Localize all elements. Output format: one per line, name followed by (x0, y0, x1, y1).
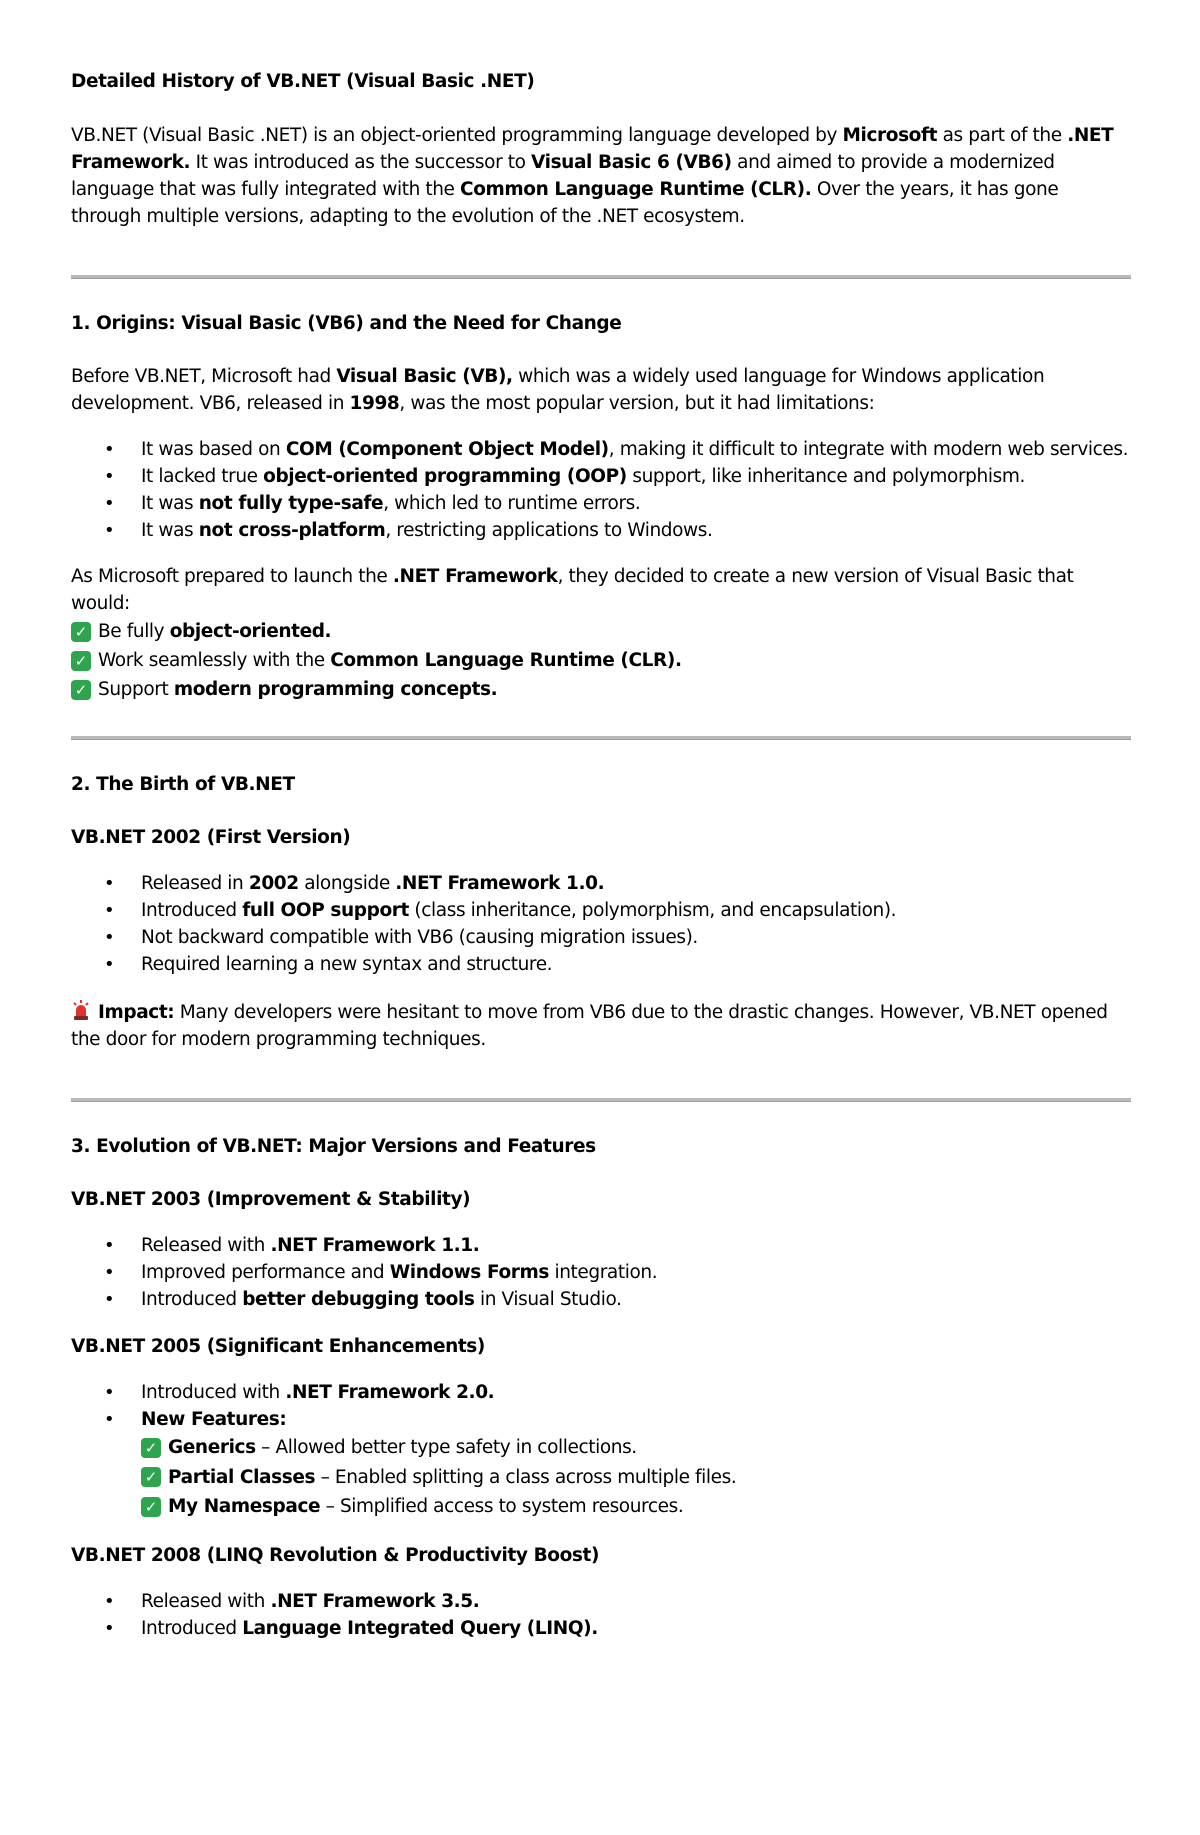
goals-checklist (71, 617, 1131, 704)
vb6-limitations-list (71, 436, 1131, 544)
list-item: • It was not cross-platform, restricting applications to Windows. (71, 517, 1131, 544)
checklist-item: ✓ My Namespace – Simplified access to system resources. (141, 1492, 1131, 1522)
intro-paragraph: VB.NET (Visual Basic .NET) is an object-oriented programming language developed by Microsoft as part of the .NET Framework. It was introduced as the successor to Visual Basic 6 (VB6) and aimed to provide a modernized language that was fully integrated with the Common Language Runtime (CLR). Over the years, it has gone through multiple versions, adapting to the evolution of the .NET ecosystem. (71, 125, 1114, 227)
goals-paragraph: As Microsoft prepared to launch the .NET Framework, they decided to create a new version of Visual Basic that would: (71, 566, 1074, 614)
section-divider (71, 736, 1131, 740)
list-item: • It was based on COM (Component Object Model), making it difficult to integrate with modern web services. (71, 436, 1131, 463)
section-heading-evolution: 3. Evolution of VB.NET: Major Versions and Features (71, 1136, 596, 1157)
checklist-item: ✓ Support modern programming concepts. (71, 675, 1131, 704)
impact-paragraph: Impact: Many developers were hesitant to move from VB6 due to the drastic changes. However, VB.NET opened the door for modern programming techniques. (71, 999, 1131, 1053)
police-car-light-icon (71, 999, 91, 1021)
check-mark-button-icon: ✓ (71, 680, 91, 700)
vbnet-2003-list (71, 1232, 1131, 1313)
list-item: • Released in 2002 alongside .NET Framework 1.0. (71, 870, 1131, 897)
list-item: • Introduced full OOP support (class inheritance, polymorphism, and encapsulation). (71, 897, 1131, 924)
check-mark-button-icon: ✓ (141, 1497, 161, 1517)
section-heading-origins: 1. Origins: Visual Basic (VB6) and the Need for Change (71, 313, 622, 334)
list-item: • It lacked true object-oriented programming (OOP) support, like inheritance and polymorphism. (71, 463, 1131, 490)
list-item: • Not backward compatible with VB6 (causing migration issues). (71, 924, 1131, 951)
features-checklist (141, 1433, 1131, 1522)
check-mark-button-icon: ✓ (71, 622, 91, 642)
document-title: Detailed History of VB.NET (Visual Basic .NET) (71, 71, 535, 92)
subheading-vbnet-2003: VB.NET 2003 (Improvement & Stability) (71, 1189, 471, 1210)
section-divider (71, 275, 1131, 279)
check-mark-button-icon: ✓ (141, 1438, 161, 1458)
checklist-item: ✓ Be fully object-oriented. (71, 617, 1131, 646)
list-item: • Released with .NET Framework 1.1. (71, 1232, 1131, 1259)
list-item: • Required learning a new syntax and structure. (71, 951, 1131, 978)
section-divider (71, 1098, 1131, 1102)
list-item: • New Features: ✓ Generics – Allowed better type safety in collections. ✓ Partial Classes – Enabled splitting a class across multiple files. ✓ My Namespace – Simplified access to system resources. (71, 1406, 1131, 1522)
check-mark-button-icon: ✓ (71, 651, 91, 671)
checklist-item: ✓ Work seamlessly with the Common Language Runtime (CLR). (71, 646, 1131, 675)
checklist-item: ✓ Partial Classes – Enabled splitting a class across multiple files. (141, 1463, 1131, 1493)
subheading-vbnet-2002: VB.NET 2002 (First Version) (71, 827, 351, 848)
section-heading-birth: 2. The Birth of VB.NET (71, 774, 295, 795)
list-item: • Introduced better debugging tools in Visual Studio. (71, 1286, 1131, 1313)
checklist-item: ✓ Generics – Allowed better type safety in collections. (141, 1433, 1131, 1463)
vbnet-2005-list (71, 1379, 1131, 1522)
subheading-vbnet-2005: VB.NET 2005 (Significant Enhancements) (71, 1336, 485, 1357)
vbnet-2008-list (71, 1588, 1131, 1642)
list-item: • Improved performance and Windows Forms integration. (71, 1259, 1131, 1286)
vbnet-2002-list (71, 870, 1131, 978)
check-mark-button-icon: ✓ (141, 1467, 161, 1487)
list-item: • It was not fully type-safe, which led to runtime errors. (71, 490, 1131, 517)
subheading-vbnet-2008: VB.NET 2008 (LINQ Revolution & Productivity Boost) (71, 1544, 600, 1566)
list-item: • Released with .NET Framework 3.5. (71, 1588, 1131, 1615)
list-item: • Introduced Language Integrated Query (LINQ). (71, 1615, 1131, 1642)
document-page (71, 68, 1131, 1642)
list-item: • Introduced with .NET Framework 2.0. (71, 1379, 1131, 1406)
origins-paragraph: Before VB.NET, Microsoft had Visual Basic (VB), which was a widely used language for Windows application development. VB6, released in 1998, was the most popular version, but it had limitations: (71, 366, 1045, 414)
